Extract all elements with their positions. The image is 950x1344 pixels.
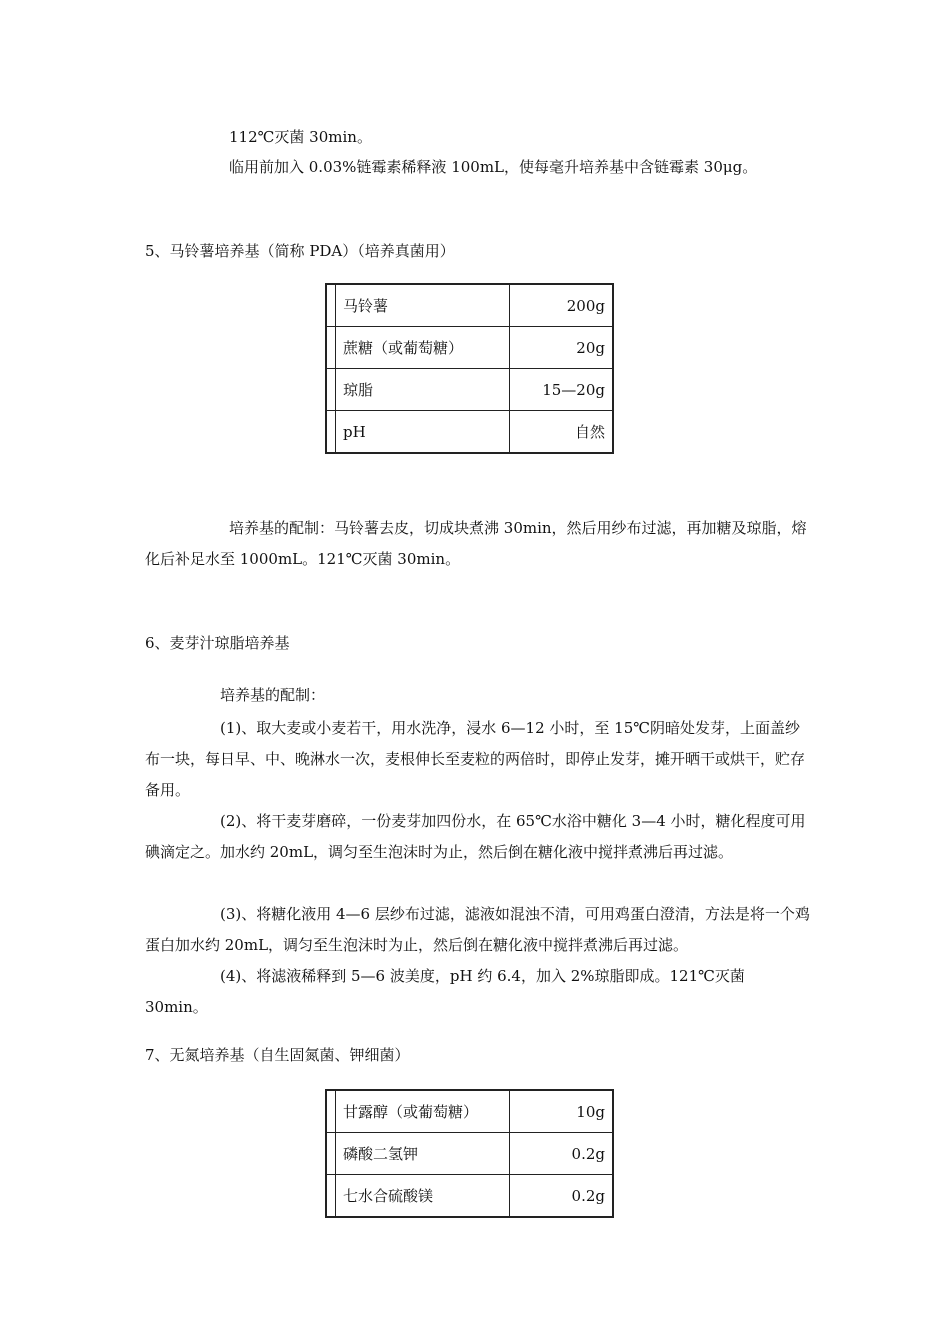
table-row <box>326 411 613 454</box>
ingredient-name: pH <box>336 411 510 454</box>
table-row <box>326 284 613 327</box>
section-6-heading: 6、麦芽汁琼脂培养基 <box>145 634 290 652</box>
ingredient-amount: 0.2g <box>510 1133 614 1175</box>
section-7-heading: 7、无氮培养基（自生固氮菌、钾细菌） <box>145 1046 410 1064</box>
ingredient-amount: 0.2g <box>510 1175 614 1218</box>
table-row <box>326 369 613 411</box>
ingredient-name: 磷酸二氢钾 <box>336 1133 510 1175</box>
section-5-heading: 5、马铃薯培养基（简称 PDA）（培养真菌用） <box>145 242 455 260</box>
table-row <box>326 1090 613 1133</box>
ingredient-name: 琼脂 <box>336 369 510 411</box>
malt-step-3: (3)、将糖化液用 4—6 层纱布过滤，滤液如混浊不清，可用鸡蛋白澄清，方法是将一个鸡蛋白加水约 20mL，调匀至生泡沫时为止，然后倒在糖化液中搅拌煮沸后再过滤。 <box>145 905 810 954</box>
ingredient-amount: 自然 <box>510 411 614 454</box>
pda-preparation-text: 培养基的配制：马铃薯去皮，切成块煮沸 30min，然后用纱布过滤，再加糖及琼脂，熔化后补足水至 1000mL。121℃灭菌 30min。 <box>145 519 807 568</box>
ingredient-name: 马铃薯 <box>336 284 510 327</box>
ingredient-name: 七水合硫酸镁 <box>336 1175 510 1218</box>
ingredient-amount: 15—20g <box>510 369 614 411</box>
nitrogen-free-recipe-table <box>325 1089 614 1218</box>
table-row <box>326 1175 613 1218</box>
malt-step-2: (2)、将干麦芽磨碎，一份麦芽加四份水，在 65℃水浴中糖化 3—4 小时，糖化程度可用碘滴定之。加水约 20mL，调匀至生泡沫时为止，然后倒在糖化液中搅拌煮沸后再过滤。 <box>145 812 806 861</box>
malt-step-1: (1)、取大麦或小麦若干，用水洗净，浸水 6—12 小时，至 15℃阴暗处发芽，上面盖纱布一块，每日早、中、晚淋水一次，麦根伸长至麦粒的两倍时，即停止发芽，摊开晒干或烘干，贮存备用。 <box>145 719 806 799</box>
streptomycin-note: 临用前加入 0.03%链霉素稀释液 100mL，使每毫升培养基中含链霉素 30μg。 <box>229 158 758 176</box>
table-row <box>326 1133 613 1175</box>
ingredient-amount: 200g <box>510 284 614 327</box>
sterilization-note: 112℃灭菌 30min。 <box>229 128 372 146</box>
pda-recipe-table <box>325 283 614 454</box>
ingredient-name: 蔗糖（或葡萄糖） <box>336 327 510 369</box>
ingredient-amount: 10g <box>510 1090 614 1133</box>
ingredient-amount: 20g <box>510 327 614 369</box>
preparation-title: 培养基的配制： <box>220 686 326 704</box>
ingredient-name: 甘露醇（或葡萄糖） <box>336 1090 510 1133</box>
malt-step-4: (4)、将滤液稀释到 5—6 波美度，pH 约 6.4，加入 2%琼脂即成。121℃灭菌 30min。 <box>145 967 745 1016</box>
table-row <box>326 327 613 369</box>
